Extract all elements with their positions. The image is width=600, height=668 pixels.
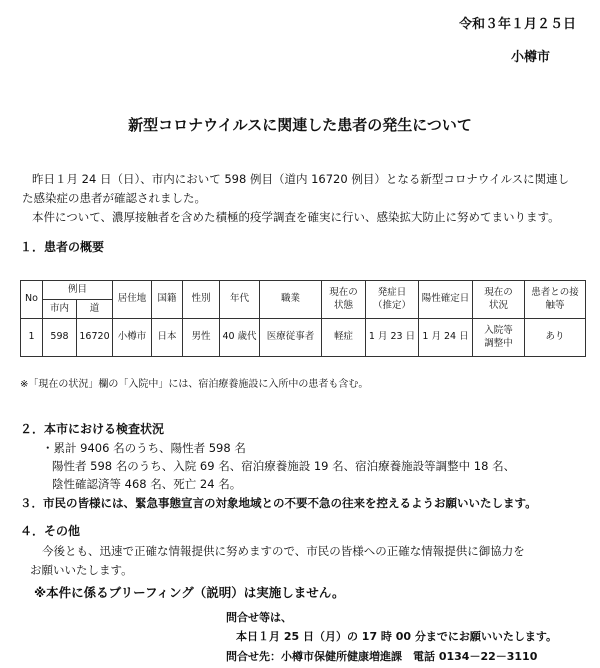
cell-no: 1 bbox=[21, 319, 43, 357]
header-city-no: 市内 bbox=[43, 300, 77, 319]
header-positive-date: 陽性確定日 bbox=[419, 281, 473, 319]
contact-line-3: 問合せ先：小樽市保健所健康増進課 電話 0134－22－3110 bbox=[226, 650, 538, 663]
section2-line-2: 陽性者 598 名のうち、入院 69 名、宿泊療養施設 19 名、宿泊療養施設等調整中 18 名、 bbox=[52, 459, 516, 473]
intro-line-1: 昨日１月 24 日（日）、市内において 598 例目（道内 16720 例目）となる新型コロナウイルスに関連し bbox=[32, 172, 570, 186]
section1-heading: １．患者の概要 bbox=[20, 240, 105, 254]
cell-sex: 男性 bbox=[183, 319, 220, 357]
patient-table bbox=[20, 280, 586, 357]
document-date: 令和３年１月２５日 bbox=[458, 17, 576, 32]
section4-line-1: 今後とも、迅速で正確な情報提供に努めますので、市民の皆様への正確な情報提供に御協力を bbox=[42, 544, 525, 558]
header-case-no: 例目 bbox=[43, 281, 113, 300]
contact-line-2: 本日１月 25 日（月）の 17 時 00 分までにお願いいたします。 bbox=[236, 630, 558, 643]
issuer-city: 小樽市 bbox=[510, 50, 550, 65]
cell-positive-date: 1 月 24 日 bbox=[419, 319, 473, 357]
cell-age: 40 歳代 bbox=[220, 319, 260, 357]
header-nationality: 国籍 bbox=[152, 281, 183, 319]
header-occupation: 職業 bbox=[260, 281, 322, 319]
intro-line-2: た感染症の患者が確認されました。 bbox=[22, 191, 206, 205]
cell-status: 入院等調整中 bbox=[473, 319, 525, 357]
section2-line-1: ・累計 9406 名のうち、陽性者 598 名 bbox=[42, 441, 246, 455]
briefing-notice: ※本件に係るブリーフィング（説明）は実施しません。 bbox=[34, 585, 345, 600]
cell-residence: 小樽市 bbox=[113, 319, 152, 357]
section4-heading: ４．その他 bbox=[20, 524, 81, 538]
cell-city-no: 598 bbox=[43, 319, 77, 357]
section2-line-3: 陰性確認済等 468 名、死亡 24 名。 bbox=[52, 477, 242, 491]
intro-line-3: 本件について、濃厚接触者を含めた積極的疫学調査を確実に行い、感染拡大防止に努めてまいります。 bbox=[32, 210, 560, 224]
table-row bbox=[21, 319, 586, 357]
cell-nationality: 日本 bbox=[152, 319, 183, 357]
cell-occupation: 医療従事者 bbox=[260, 319, 322, 357]
header-age: 年代 bbox=[220, 281, 260, 319]
header-pref-no: 道 bbox=[77, 300, 113, 319]
header-status: 現在の状況 bbox=[473, 281, 525, 319]
header-contacts: 患者との接触等 bbox=[525, 281, 586, 319]
section3-heading: ３．市民の皆様には、緊急事態宣言の対象地域との不要不急の往来を控えるようお願いいたします。 bbox=[20, 496, 537, 510]
section4-line-2: お願いいたします。 bbox=[30, 563, 133, 577]
document-title: 新型コロナウイルスに関連した患者の発生について bbox=[128, 116, 472, 134]
cell-onset: 1 月 23 日 bbox=[366, 319, 419, 357]
header-residence: 居住地 bbox=[113, 281, 152, 319]
header-condition: 現在の状態 bbox=[322, 281, 366, 319]
cell-condition: 軽症 bbox=[322, 319, 366, 357]
contact-line-1: 問合せ等は、 bbox=[226, 611, 292, 624]
header-onset: 発症日（推定） bbox=[366, 281, 419, 319]
table-note: ※「現在の状況」欄の「入院中」には、宿泊療養施設に入所中の患者も含む。 bbox=[20, 379, 369, 390]
cell-contacts: あり bbox=[525, 319, 586, 357]
section2-heading: ２．本市における検査状況 bbox=[20, 422, 165, 436]
cell-pref-no: 16720 bbox=[77, 319, 113, 357]
header-no: No bbox=[21, 281, 43, 319]
header-sex: 性別 bbox=[183, 281, 220, 319]
